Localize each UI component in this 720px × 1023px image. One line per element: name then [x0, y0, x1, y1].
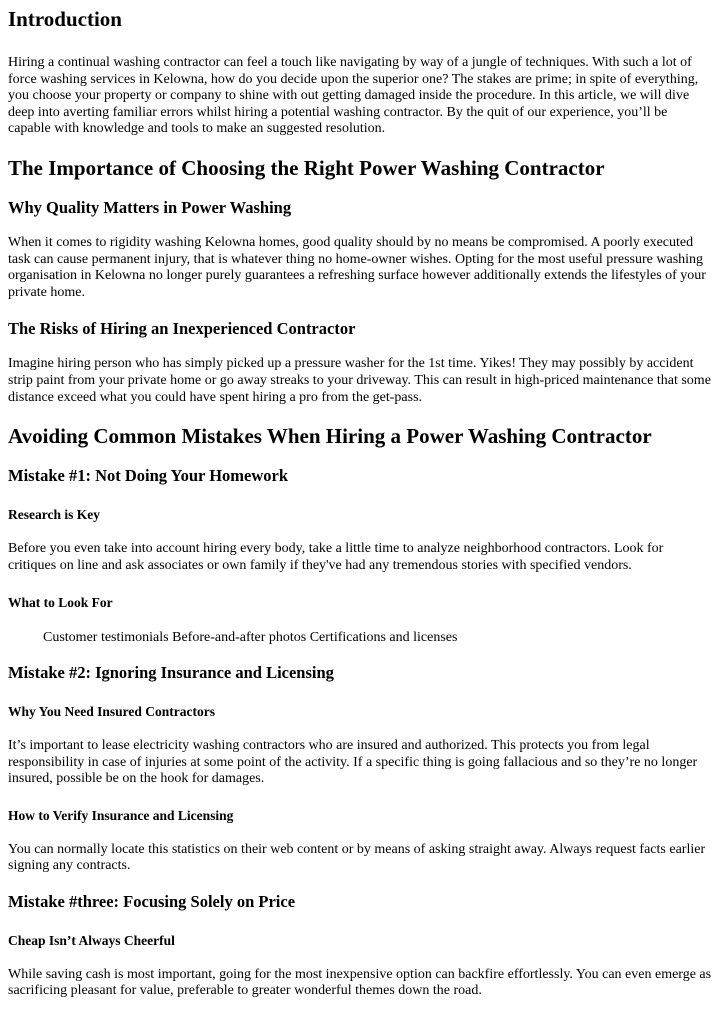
- insured-heading: Why You Need Insured Contractors: [8, 703, 216, 719]
- cheap-heading: Cheap Isn’t Always Cheerful: [8, 932, 175, 948]
- quality-heading: Why Quality Matters in Power Washing: [8, 197, 292, 217]
- importance-heading: The Importance of Choosing the Right Power Washing Contractor: [8, 155, 605, 180]
- mistake-2-heading: Mistake #2: Ignoring Insurance and Licensing: [8, 662, 334, 682]
- insured-paragraph: It’s important to lease electricity washing contractors who are insured and authorized. This protects you from legal responsibility in case of injuries at some point of the activity. If a specific thing is going fallacious and so they’re no longer insured, possible be on the hook for damages.: [8, 737, 698, 787]
- cheap-paragraph: While saving cash is most important, going for the most inexpensive option can backfire effortlessly. You can even emerge as sacrificing pleasant for value, preferable to greater wonderful themes down the road.: [8, 966, 712, 999]
- verify-paragraph: You can normally locate this statistics on their web content or by means of asking straight away. Always request facts earlier signing any contracts.: [8, 841, 706, 874]
- intro-paragraph: Hiring a continual washing contractor can feel a touch like navigating by way of a jungle of techniques. With such a lot of force washing services in Kelowna, how do you decide upon the superior one? The stakes are prime; in spite of everything, you choose your property or company to shine with out getting damaged inside the procedure. In this article, we will dive deep into averting familiar errors whilst hiring a potential washing contractor. By the quit of our experience, you’ll be capable with knowledge and tools to make an suggested resolution.: [8, 55, 699, 137]
- intro-heading: Introduction: [8, 7, 122, 31]
- risks-paragraph: Imagine hiring person who has simply picked up a pressure washer for the 1st time. Yikes! They may possibly by accident strip paint from your private home or go away streaks to your driveway. This can result in high-priced maintenance that some distance exceed what you could have spent hiring a pro from the get-pass.: [8, 356, 711, 405]
- look-for-list: Customer testimonials Before-and-after photos Certifications and licenses: [43, 630, 458, 646]
- look-for-heading: What to Look For: [8, 595, 113, 611]
- research-heading: Research is Key: [8, 507, 100, 523]
- research-paragraph: Before you even take into account hiring every body, take a little time to analyze neighborhood contractors. Look for critiques on line and ask associates or own family if they've had any tremendous stories with specified vendors.: [8, 541, 664, 573]
- risks-heading: The Risks of Hiring an Inexperienced Contractor: [8, 319, 356, 339]
- verify-heading: How to Verify Insurance and Licensing: [8, 807, 234, 823]
- mistake-1-heading: Mistake #1: Not Doing Your Homework: [8, 466, 289, 486]
- quality-paragraph: When it comes to rigidity washing Kelowna homes, good quality should by no means be compromised. A poorly executed task can cause permanent injury, that is whatever thing no home-owner wishes. Opting for the most useful pressure washing organisation in Kelowna no longer purely guarantees a refreshing surface however additionally extends the lifestyles of your private home.: [8, 234, 706, 300]
- mistakes-heading: Avoiding Common Mistakes When Hiring a Power Washing Contractor: [8, 424, 652, 449]
- mistake-3-heading: Mistake #three: Focusing Solely on Price: [8, 891, 296, 911]
- article: [0, 6, 720, 1000]
